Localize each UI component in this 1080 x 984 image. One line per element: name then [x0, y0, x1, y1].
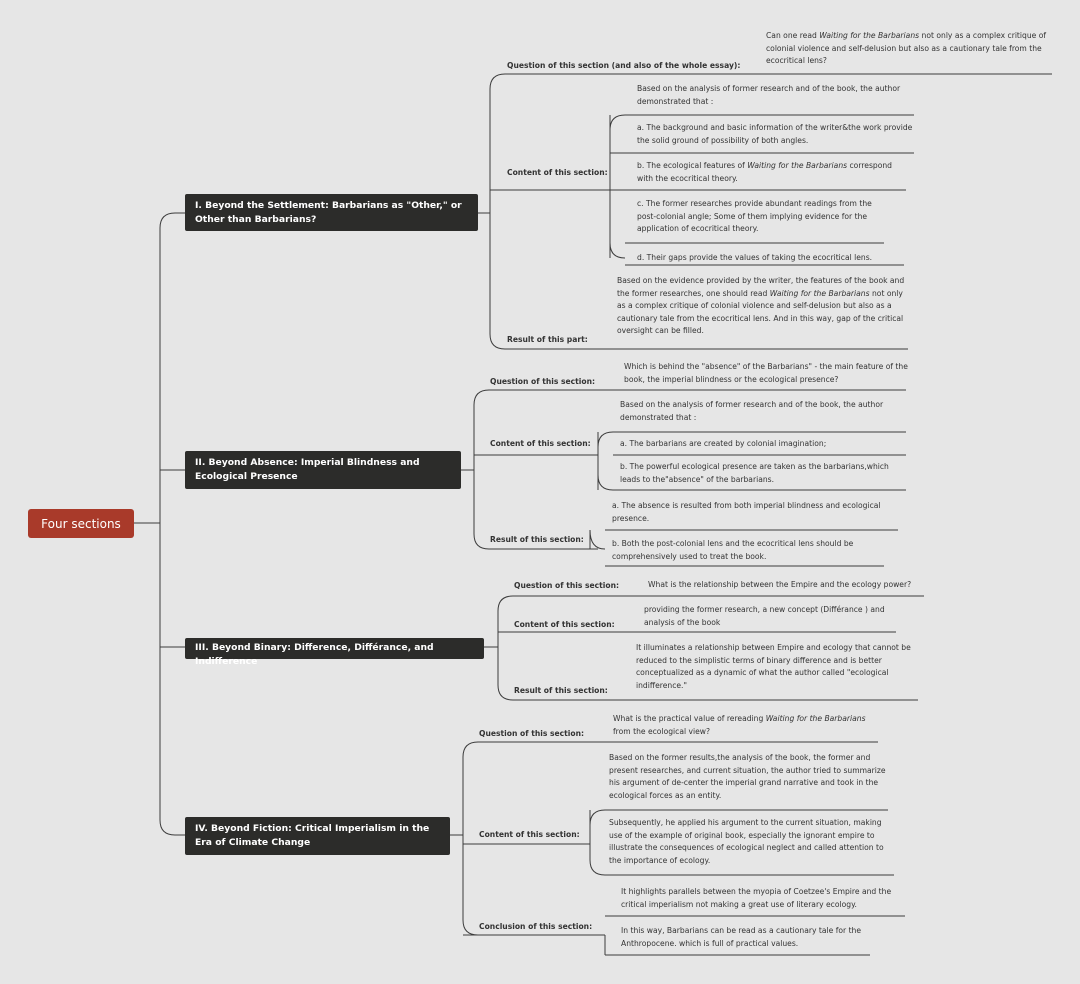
- s1-result-text: Based on the evidence provided by the writer, the features of the book and the former researches, one should read Waiting for the Barbarians not only as a complex critique of colonial violence and self-delusion but also as a cautionary tale from the ecocritical lens. And in this way, gap of the critical oversight can be filled.: [617, 276, 905, 336]
- root-label: Four sections: [41, 516, 121, 531]
- s2-result-a: a. The absence is resulted from both imperial blindness and ecological presence.: [612, 501, 881, 523]
- s1-result-label: Result of this part:: [507, 335, 588, 344]
- s1-content-b: b. The ecological features of Waiting for the Barbarians correspond with the ecocritical theory.: [637, 161, 892, 183]
- s2-question-text: Which is behind the "absence" of the Barbarians" - the main feature of the book, the imperial blindness or the ecological presence?: [624, 362, 908, 384]
- s3-content-label: Content of this section:: [514, 620, 615, 629]
- s4-question-text: What is the practical value of rereading Waiting for the Barbarians from the ecological view?: [613, 714, 866, 736]
- s4-content-1: Based on the former results,the analysis of the book, the former and present researches, and current situation, the author tried to summarize his argument of de-center the imperial grand narrative and took in the ecological forces as an entity.: [609, 753, 886, 800]
- section-3-title: III. Beyond Binary: Difference, Différance, and Indifference: [195, 642, 434, 667]
- s3-question-label: Question of this section:: [514, 581, 620, 590]
- s4-question-label: Question of this section:: [479, 729, 585, 738]
- s1-content-d: d. Their gaps provide the values of taking the ecocritical lens.: [637, 253, 873, 262]
- s4-conclusion-1: It highlights parallels between the myopia of Coetzee's Empire and the critical imperialism not making a great use of literary ecology.: [621, 887, 892, 909]
- s2-question-label: Question of this section:: [490, 377, 596, 386]
- s3-content-text: providing the former research, a new concept (Différance ) and analysis of the book: [644, 605, 885, 627]
- s4-conclusion-label: Conclusion of this section:: [479, 922, 593, 931]
- s2-content-label: Content of this section:: [490, 439, 591, 448]
- s1-content-label: Content of this section:: [507, 168, 608, 177]
- section-1-node[interactable]: [185, 194, 478, 231]
- s1-content-c: c. The former researches provide abundant readings from the post-colonial angle; Some of them implying evidence for the application of ecocritical theory.: [637, 199, 872, 234]
- s1-question-text: Can one read Waiting for the Barbarians not only as a complex critique of colonial violence and self-delusion but also as a cautionary tale from the ecocritical lens?: [766, 31, 1047, 66]
- s3-result-label: Result of this section:: [514, 686, 608, 695]
- section-3-node[interactable]: [185, 638, 484, 667]
- s4-content-label: Content of this section:: [479, 830, 580, 839]
- s2-content-b: b. The powerful ecological presence are taken as the barbarians,which leads to the"absence" of the barbarians.: [620, 462, 889, 484]
- s4-content-2: Subsequently, he applied his argument to the current situation, making use of the example of original book, especially the ignorant empire to illustrate the consequences of ecological neglect and called attention to the importance of ecology.: [609, 818, 884, 865]
- section-1-title: I. Beyond the Settlement: Barbarians as "Other," or Other than Barbarians?: [195, 200, 462, 225]
- s1-content-intro: Based on the analysis of former research and of the book, the author demonstrated that :: [637, 84, 901, 106]
- s3-result-text: It illuminates a relationship between Empire and ecology that cannot be reduced to the simplistic terms of binary difference and is better conceptualized as a dynamic of what the author called "ecological indifference.": [636, 643, 911, 690]
- s3-question-text: What is the relationship between the Empire and the ecology power?: [648, 580, 912, 589]
- s2-content-intro: Based on the analysis of former research and of the book, the author demonstrated that :: [620, 400, 884, 422]
- s1-question-label: Question of this section (and also of the whole essay):: [507, 61, 741, 70]
- s4-conclusion-2: In this way, Barbarians can be read as a cautionary tale for the Anthropocene. which is full of practical values.: [621, 926, 862, 948]
- s2-result-b: b. Both the post-colonial lens and the ecocritical lens should be comprehensively used to treat the book.: [612, 539, 854, 561]
- root-node[interactable]: [28, 509, 134, 538]
- section-2-title: II. Beyond Absence: Imperial Blindness and Ecological Presence: [195, 457, 420, 482]
- section-2-node[interactable]: [185, 451, 461, 489]
- s1-content-a: a. The background and basic information of the writer&the work provide the solid ground of possibility of both angles.: [637, 123, 913, 145]
- section-4-title: IV. Beyond Fiction: Critical Imperialism in the Era of Climate Change: [195, 823, 430, 848]
- s2-content-a: a. The barbarians are created by colonial imagination;: [620, 439, 827, 448]
- s2-result-label: Result of this section:: [490, 535, 584, 544]
- section-4-node[interactable]: [185, 817, 450, 855]
